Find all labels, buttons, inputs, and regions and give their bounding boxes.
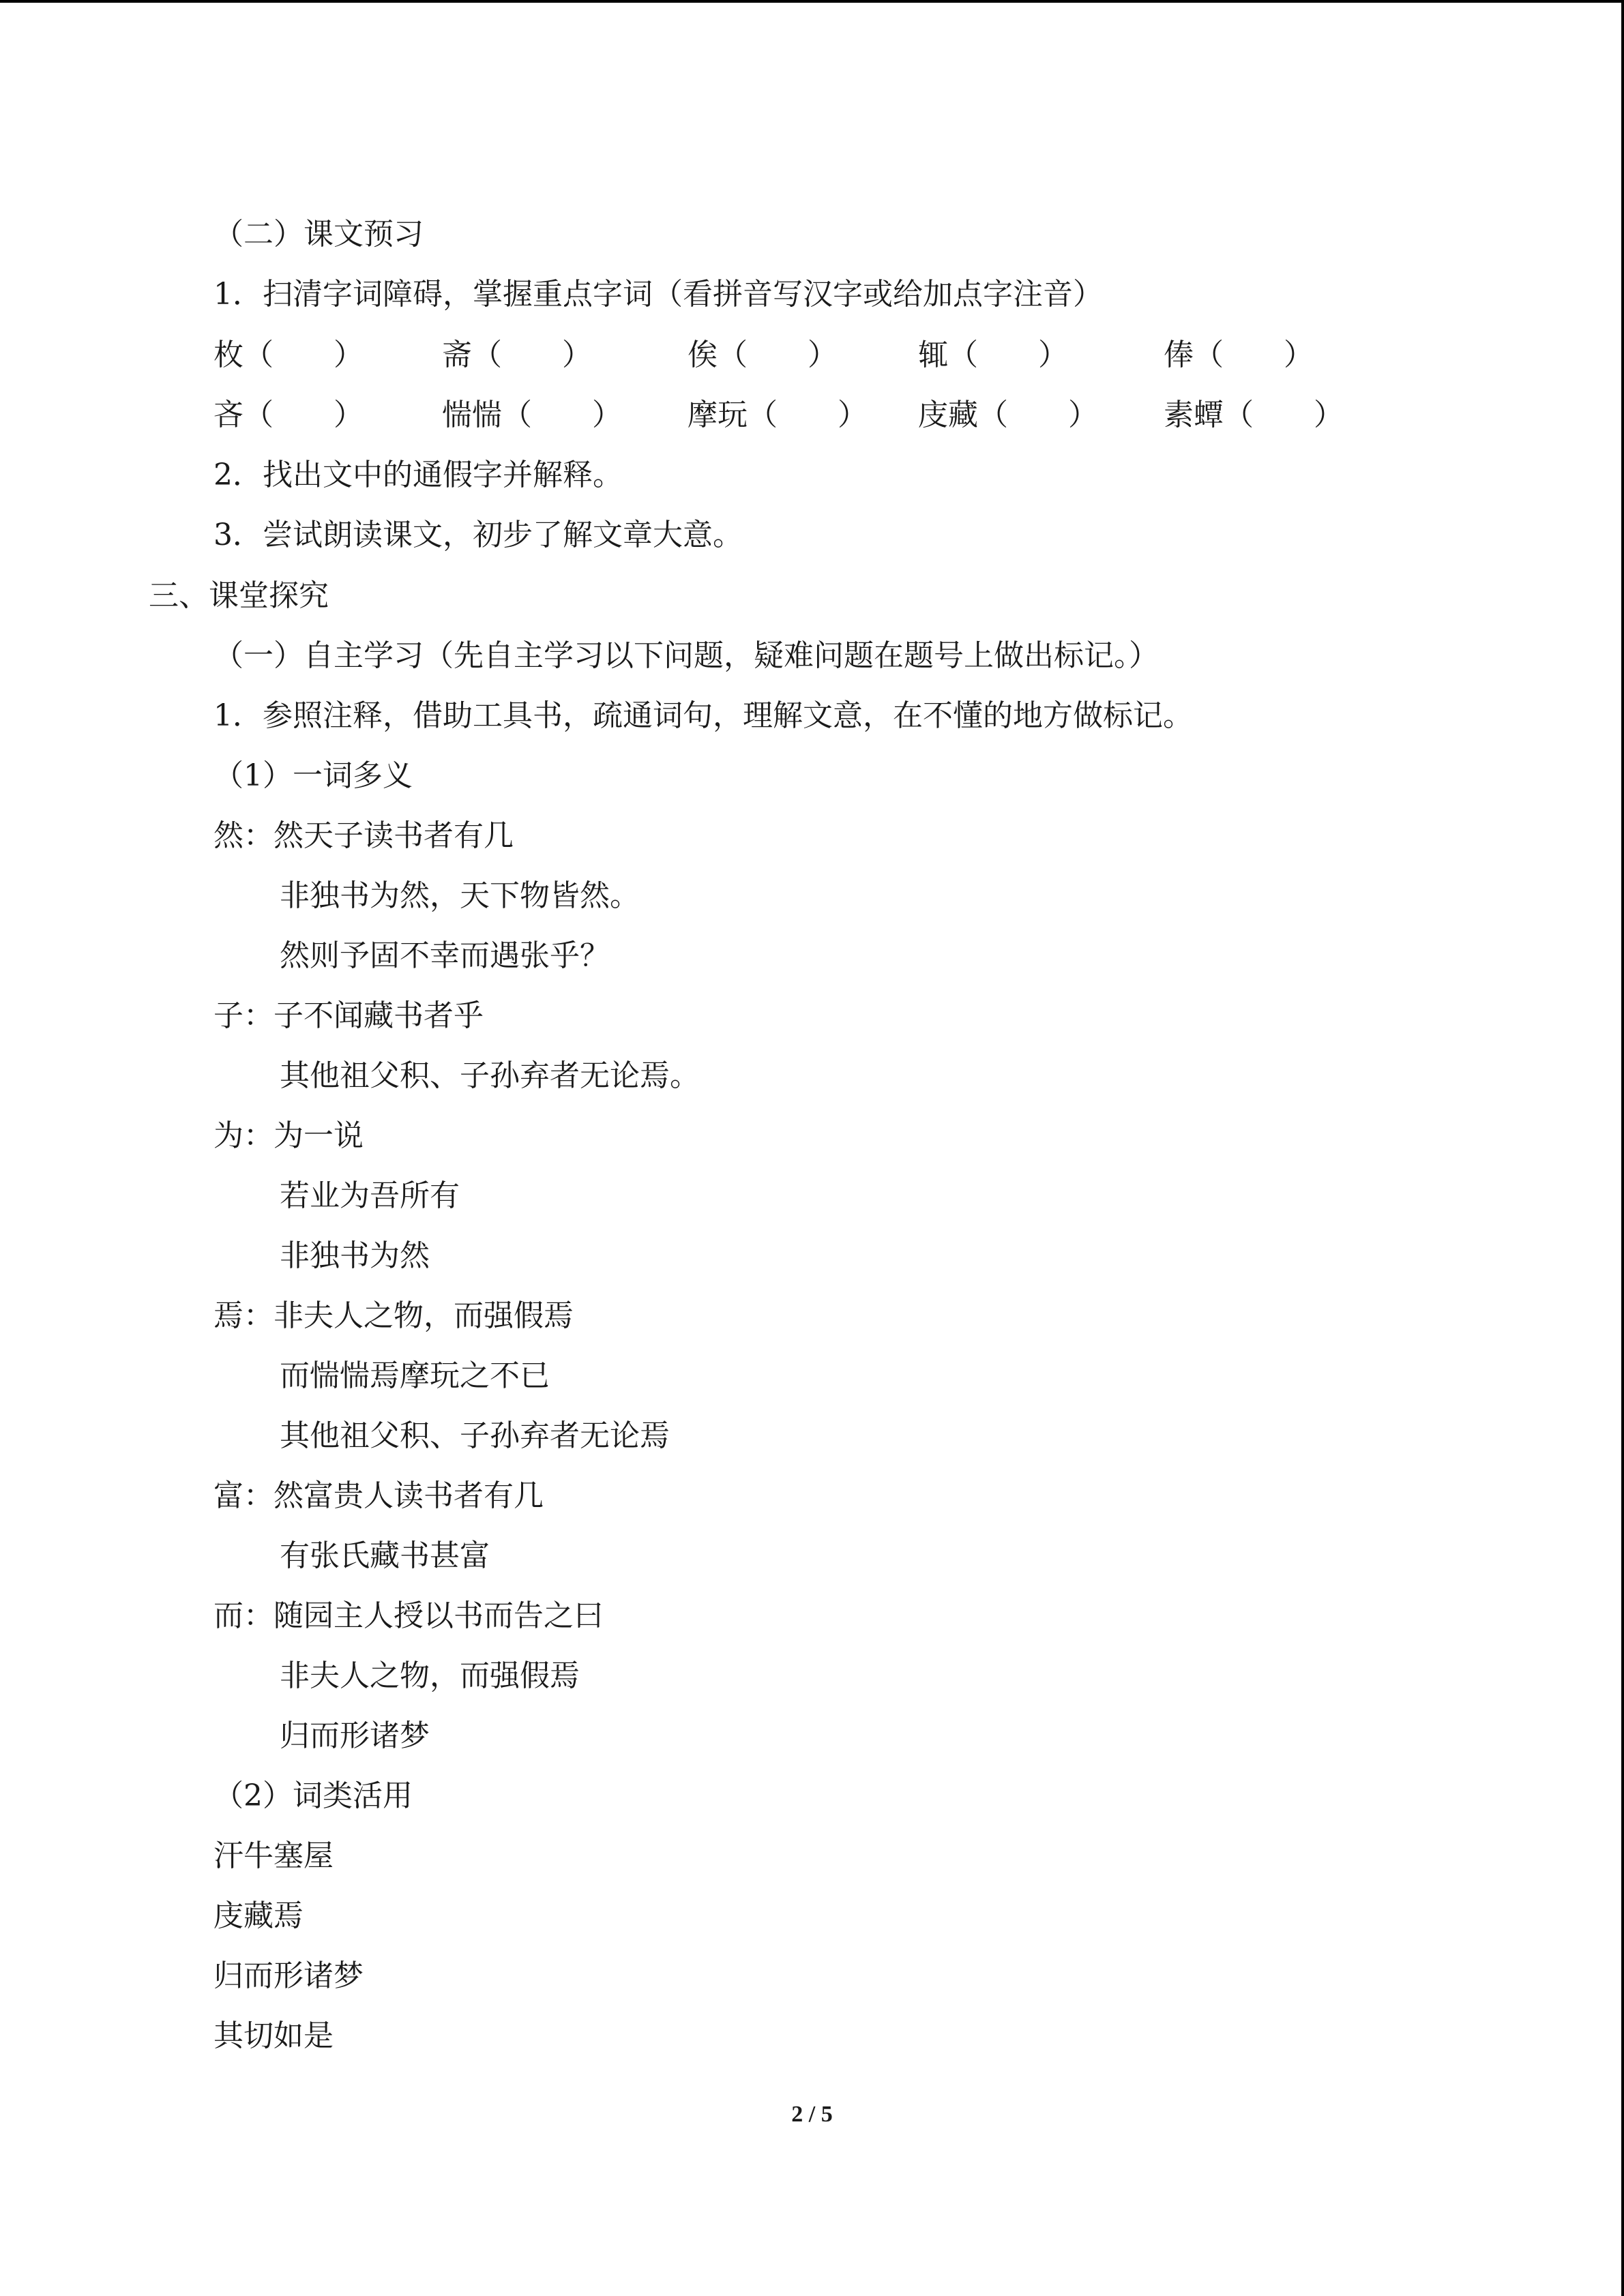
polysemy-entry: 子：子不闻藏书者乎	[213, 998, 484, 1033]
vocab-cell: 吝（ ）	[213, 398, 364, 432]
polysemy-entry: 焉：非夫人之物，而强假焉	[213, 1298, 574, 1333]
preview-item-3: 3．尝试朗读课文，初步了解文章大意。	[213, 518, 743, 552]
polysemy-entry: 为：为一说	[213, 1118, 364, 1153]
inquiry-item-1: 1．参照注释，借助工具书，疏通词句，理解文意，在不懂的地方做标记。	[213, 698, 1193, 733]
polysemy-example: 其他祖父积、子孙弃者无论焉。	[280, 1058, 700, 1093]
polysemy-example: 有张氏藏书甚富	[280, 1538, 490, 1573]
vocab-cell: 俸（ ）	[1164, 338, 1314, 372]
vocab-cell: 辄（ ）	[918, 338, 1068, 372]
section-heading-preview: （二）课文预习	[213, 217, 424, 252]
conversion-item: 庋藏焉	[213, 1898, 304, 1933]
polysemy-entry: 然：然天子读书者有几	[213, 818, 514, 853]
vocab-cell: 摩玩（ ）	[688, 398, 868, 432]
polysemy-heading: （1）一词多义	[213, 758, 413, 793]
polysemy-example: 非独书为然，天下物皆然。	[280, 878, 640, 913]
polysemy-entry: 富：然富贵人读书者有几	[213, 1478, 544, 1513]
polysemy-example: 非夫人之物，而强假焉	[280, 1658, 580, 1693]
conversion-item: 归而形诸梦	[213, 1958, 364, 1993]
polysemy-example: 归而形诸梦	[280, 1718, 430, 1753]
vocab-cell: 素蟫（ ）	[1164, 398, 1344, 432]
preview-item-1: 1．扫清字词障碍，掌握重点字词（看拼音写汉字或给加点字注音）	[213, 277, 1103, 312]
polysemy-example: 然则予固不幸而遇张乎？	[280, 938, 610, 973]
vocab-cell: 庋藏（ ）	[918, 398, 1098, 432]
conversion-item: 其切如是	[213, 2018, 334, 2053]
page-top-border	[0, 0, 1624, 3]
conversion-item: 汗牛塞屋	[213, 1838, 334, 1873]
polysemy-example: 若业为吾所有	[280, 1178, 460, 1213]
preview-item-2: 2．找出文中的通假字并解释。	[213, 458, 623, 492]
sub-heading-self-study: （一）自主学习（先自主学习以下问题，疑难问题在题号上做出标记。）	[213, 638, 1159, 673]
vocab-cell: 斋（ ）	[442, 338, 592, 372]
vocab-cell: 俟（ ）	[688, 338, 838, 372]
polysemy-example: 而惴惴焉摩玩之不已	[280, 1358, 550, 1393]
page-number: 2 / 5	[791, 2102, 833, 2127]
polysemy-example: 其他祖父积、子孙弃者无论焉	[280, 1418, 670, 1453]
page-right-border	[1621, 0, 1624, 2296]
conversion-heading: （2）词类活用	[213, 1778, 413, 1813]
polysemy-entry: 而：随园主人授以书而告之曰	[213, 1598, 604, 1633]
section-heading-inquiry: 三、课堂探究	[149, 578, 329, 613]
vocab-cell: 惴惴（ ）	[442, 398, 622, 432]
polysemy-example: 非独书为然	[280, 1238, 430, 1273]
vocab-cell: 枚（ ）	[213, 338, 364, 372]
